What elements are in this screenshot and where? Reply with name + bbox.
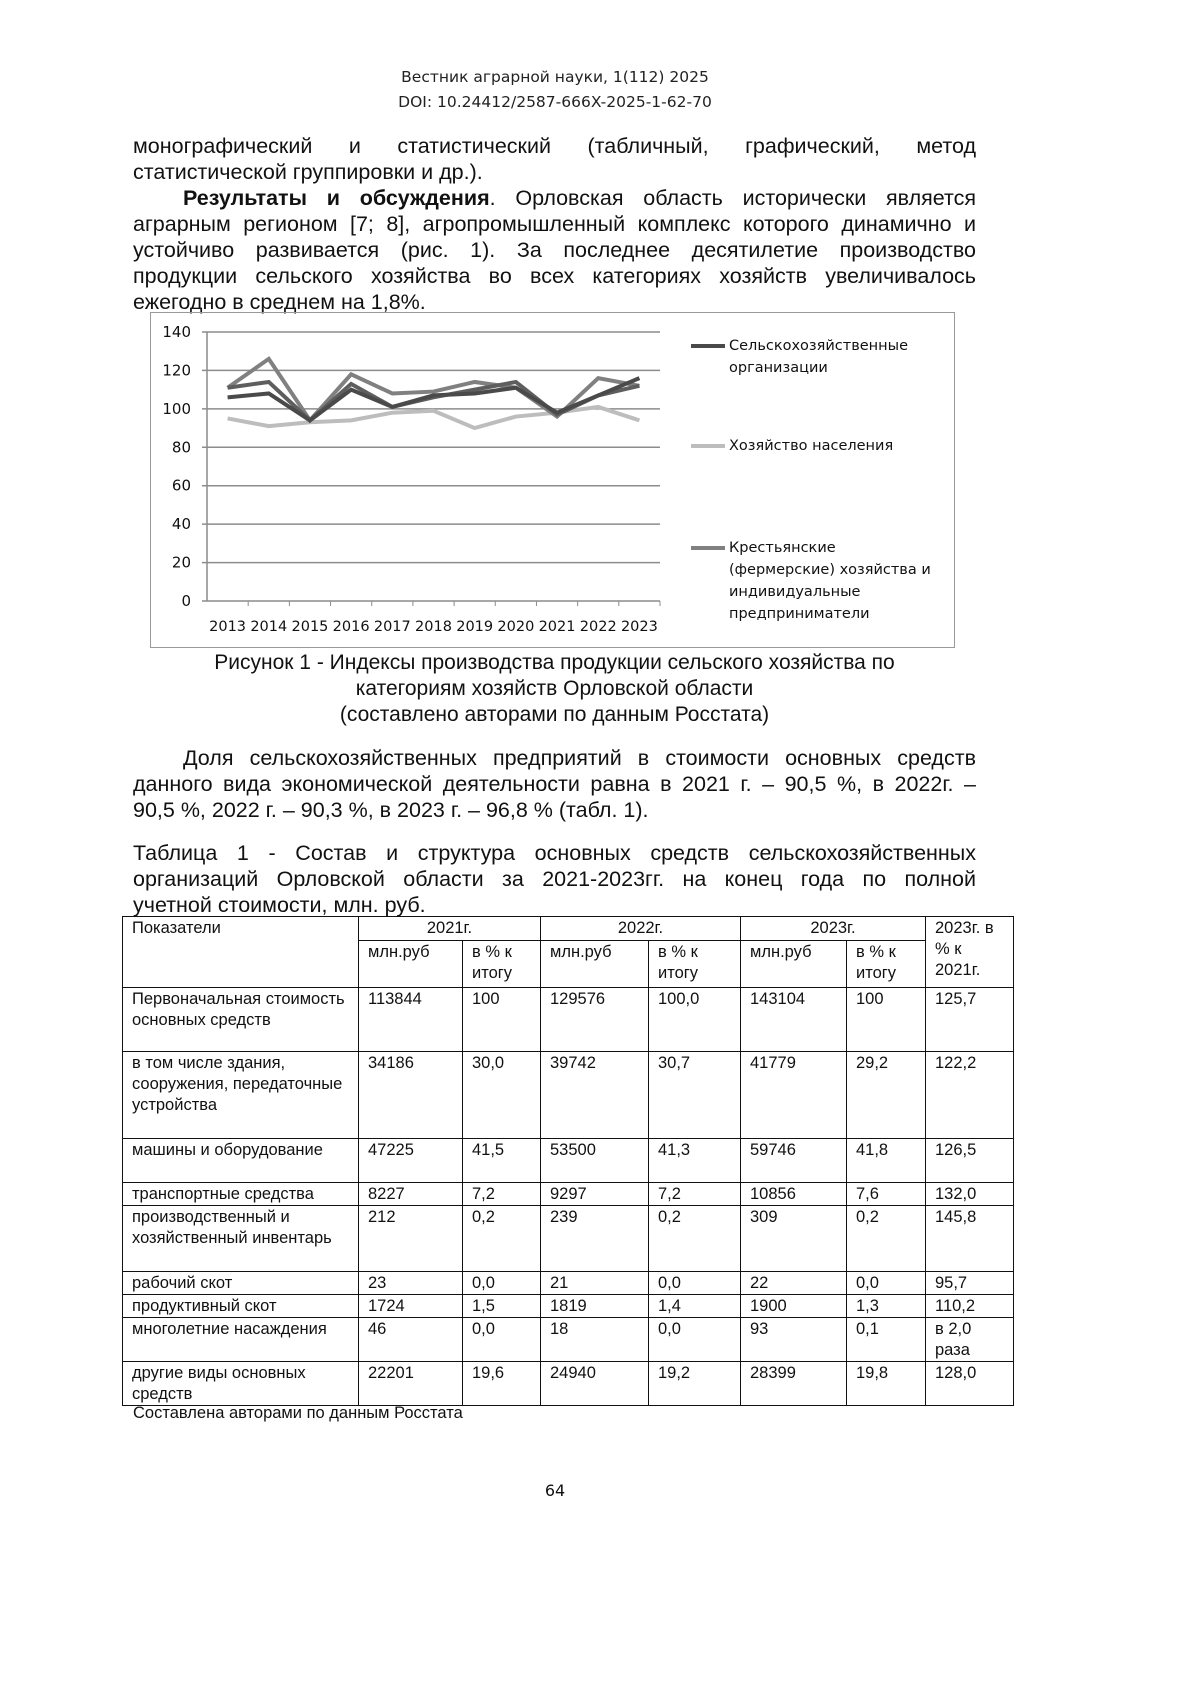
table-row xyxy=(123,1139,1014,1183)
x-tick-label: 2023 xyxy=(620,618,658,635)
table-header-row xyxy=(123,917,1014,941)
x-tick-label: 2013 xyxy=(208,618,246,635)
table-row xyxy=(123,1272,1014,1295)
value-cell: 39742 xyxy=(541,1052,649,1139)
value-cell: 22 xyxy=(741,1272,847,1295)
subheader-pct: в % к итогу xyxy=(463,941,541,988)
x-tick-label: 2014 xyxy=(249,618,287,635)
x-tick-label: 2015 xyxy=(291,618,328,635)
value-cell: 0,1 xyxy=(847,1318,926,1362)
table-source-note: Составлена авторами по данным Росстата xyxy=(133,1404,463,1422)
value-cell: 8227 xyxy=(359,1183,463,1206)
value-cell: 30,0 xyxy=(463,1052,541,1139)
text-line: статистической группировки и др.). xyxy=(133,160,483,184)
value-cell: 0,2 xyxy=(463,1206,541,1272)
value-cell: 93 xyxy=(741,1318,847,1362)
x-tick-label: 2019 xyxy=(455,618,493,635)
value-cell: 41779 xyxy=(741,1052,847,1139)
page-number: 64 xyxy=(544,1481,566,1500)
header-year: 2022г. xyxy=(541,917,741,941)
table-row xyxy=(123,1206,1014,1272)
value-cell: 1,4 xyxy=(649,1295,741,1318)
x-tick-label: 2016 xyxy=(332,618,370,635)
value-cell: 143104 xyxy=(741,988,847,1052)
value-cell: 10856 xyxy=(741,1183,847,1206)
value-cell: 19,2 xyxy=(649,1362,741,1406)
subheader-abs: млн.руб xyxy=(541,941,649,988)
value-cell: 53500 xyxy=(541,1139,649,1183)
text-line: организаций Орловской области за 2021-2023гг. на конец года по полной xyxy=(133,867,976,891)
value-cell: 1724 xyxy=(359,1295,463,1318)
value-cell: 122,2 xyxy=(926,1052,1014,1139)
value-cell: 0,0 xyxy=(463,1272,541,1295)
value-cell: 21 xyxy=(541,1272,649,1295)
header-year: 2021г. xyxy=(359,917,541,941)
caption-line: категориям хозяйств Орловской области xyxy=(355,677,754,700)
value-cell: 1900 xyxy=(741,1295,847,1318)
value-cell: в 2,0 раза xyxy=(926,1318,1014,1362)
value-cell: 100,0 xyxy=(649,988,741,1052)
value-cell: 0,2 xyxy=(649,1206,741,1272)
value-cell: 7,2 xyxy=(649,1183,741,1206)
value-cell: 9297 xyxy=(541,1183,649,1206)
value-cell: 30,7 xyxy=(649,1052,741,1139)
y-tick-label: 80 xyxy=(171,437,191,456)
legend-item xyxy=(691,435,959,457)
value-cell: 41,3 xyxy=(649,1139,741,1183)
figure-1-chart xyxy=(150,312,955,648)
intro-paragraph xyxy=(133,133,976,185)
x-tick-label: 2017 xyxy=(373,618,411,635)
value-cell: 0,0 xyxy=(649,1272,741,1295)
journal-title: Вестник аграрной науки, 1(112) 2025 xyxy=(401,68,709,86)
value-cell: 100 xyxy=(463,988,541,1052)
value-cell: 23 xyxy=(359,1272,463,1295)
legend-item xyxy=(691,335,959,379)
text-line: . Орловская область исторически является xyxy=(489,186,976,210)
value-cell: 47225 xyxy=(359,1139,463,1183)
header-indicators: Показатели xyxy=(123,917,359,988)
subheader-pct: в % к итогу xyxy=(847,941,926,988)
value-cell: 129576 xyxy=(541,988,649,1052)
y-tick-label: 40 xyxy=(171,514,191,533)
value-cell: 132,0 xyxy=(926,1183,1014,1206)
y-tick-label: 140 xyxy=(161,322,191,341)
indicator-cell: многолетние насаждения xyxy=(123,1318,359,1362)
x-tick-label: 2018 xyxy=(414,618,452,635)
legend-label: Хозяйство населения xyxy=(729,438,894,454)
subheader-pct: в % к итогу xyxy=(649,941,741,988)
table-row xyxy=(123,988,1014,1052)
text-line: монографический и статистический (табличный, графический, метод xyxy=(133,134,976,158)
value-cell: 110,2 xyxy=(926,1295,1014,1318)
value-cell: 7,2 xyxy=(463,1183,541,1206)
legend-item xyxy=(691,537,944,625)
legend-swatch xyxy=(691,546,725,550)
y-tick-label: 100 xyxy=(161,399,191,418)
indicator-cell: продуктивный скот xyxy=(123,1295,359,1318)
value-cell: 18 xyxy=(541,1318,649,1362)
value-cell: 34186 xyxy=(359,1052,463,1139)
value-cell: 46 xyxy=(359,1318,463,1362)
value-cell: 100 xyxy=(847,988,926,1052)
value-cell: 0,0 xyxy=(463,1318,541,1362)
x-tick-label: 2020 xyxy=(496,618,534,635)
table-row xyxy=(123,1183,1014,1206)
value-cell: 309 xyxy=(741,1206,847,1272)
header-year: 2023г. xyxy=(741,917,926,941)
indicator-cell: машины и оборудование xyxy=(123,1139,359,1183)
indicator-cell: Первоначальная стоимость основных средств xyxy=(123,988,359,1052)
header-change: 2023г. в % к 2021г. xyxy=(926,917,1014,988)
value-cell: 145,8 xyxy=(926,1206,1014,1272)
value-cell: 126,5 xyxy=(926,1139,1014,1183)
table-row xyxy=(123,1052,1014,1139)
text-line: аграрным регионом [7; 8], агропромышленный комплекс которого динамично и xyxy=(133,212,976,236)
value-cell: 7,6 xyxy=(847,1183,926,1206)
value-cell: 19,6 xyxy=(463,1362,541,1406)
x-tick-label: 2022 xyxy=(579,618,617,635)
legend-label: Сельскохозяйственные организации xyxy=(729,338,908,376)
series-line xyxy=(227,406,639,427)
indicator-cell: производственный и хозяйственный инвентарь xyxy=(123,1206,359,1272)
text-line: Таблица 1 - Состав и структура основных средств сельскохозяйственных xyxy=(133,841,976,865)
indicator-cell: другие виды основных средств xyxy=(123,1362,359,1406)
text-line: 90,5 %, 2022 г. – 90,3 %, в 2023 г. – 96,8 % (табл. 1). xyxy=(133,798,649,822)
doi: DOI: 10.24412/2587-666X-2025-1-62-70 xyxy=(398,93,712,111)
caption-line: (составлено авторами по данным Росстата) xyxy=(339,703,770,726)
value-cell: 0,2 xyxy=(847,1206,926,1272)
value-cell: 239 xyxy=(541,1206,649,1272)
value-cell: 1819 xyxy=(541,1295,649,1318)
value-cell: 29,2 xyxy=(847,1052,926,1139)
value-cell: 125,7 xyxy=(926,988,1014,1052)
table-row xyxy=(123,1318,1014,1362)
indicator-cell: рабочий скот xyxy=(123,1272,359,1295)
x-tick-label: 2021 xyxy=(538,618,575,635)
section-heading: Результаты и обсуждения xyxy=(183,186,490,210)
legend-swatch xyxy=(691,444,725,448)
value-cell: 19,8 xyxy=(847,1362,926,1406)
y-tick-label: 20 xyxy=(171,553,191,572)
subheader-abs: млн.руб xyxy=(741,941,847,988)
value-cell: 41,5 xyxy=(463,1139,541,1183)
legend-swatch xyxy=(691,344,725,348)
value-cell: 0,0 xyxy=(649,1318,741,1362)
indicator-cell: в том числе здания, сооружения, передаточные устройства xyxy=(123,1052,359,1139)
text-line: продукции сельского хозяйства во всех категориях хозяйств увеличивалось xyxy=(133,264,976,288)
fixed-assets-table xyxy=(122,916,1014,1406)
value-cell: 59746 xyxy=(741,1139,847,1183)
y-tick-label: 60 xyxy=(171,476,191,495)
value-cell: 1,3 xyxy=(847,1295,926,1318)
table-row xyxy=(123,1362,1014,1406)
value-cell: 28399 xyxy=(741,1362,847,1406)
value-cell: 212 xyxy=(359,1206,463,1272)
text-line: данного вида экономической деятельности равна в 2021 г. – 90,5 %, в 2022г. – xyxy=(133,772,976,796)
text-line: устойчиво развивается (рис. 1). За последнее десятилетие производство xyxy=(133,238,976,262)
value-cell: 95,7 xyxy=(926,1272,1014,1295)
value-cell: 0,0 xyxy=(847,1272,926,1295)
value-cell: 22201 xyxy=(359,1362,463,1406)
value-cell: 1,5 xyxy=(463,1295,541,1318)
subheader-abs: млн.руб xyxy=(359,941,463,988)
text-line: учетной стоимости, млн. руб. xyxy=(133,893,426,917)
value-cell: 24940 xyxy=(541,1362,649,1406)
figure-caption xyxy=(133,650,976,728)
text-line: ежегодно в среднем на 1,8%. xyxy=(133,290,426,314)
value-cell: 41,8 xyxy=(847,1139,926,1183)
text-line: Доля сельскохозяйственных предприятий в стоимости основных средств xyxy=(183,746,976,770)
table-caption xyxy=(133,840,976,918)
results-paragraph xyxy=(133,185,976,315)
indicator-cell: транспортные средства xyxy=(123,1183,359,1206)
value-cell: 113844 xyxy=(359,988,463,1052)
caption-line: Рисунок 1 - Индексы производства продукции сельского хозяйства по xyxy=(214,651,895,674)
legend-label: Крестьянские (фермерские) хозяйства и индивидуальные предприниматели xyxy=(729,540,931,622)
share-paragraph xyxy=(133,745,976,823)
value-cell: 128,0 xyxy=(926,1362,1014,1406)
table-row xyxy=(123,1295,1014,1318)
y-tick-label: 120 xyxy=(161,360,191,379)
y-tick-label: 0 xyxy=(180,591,191,610)
